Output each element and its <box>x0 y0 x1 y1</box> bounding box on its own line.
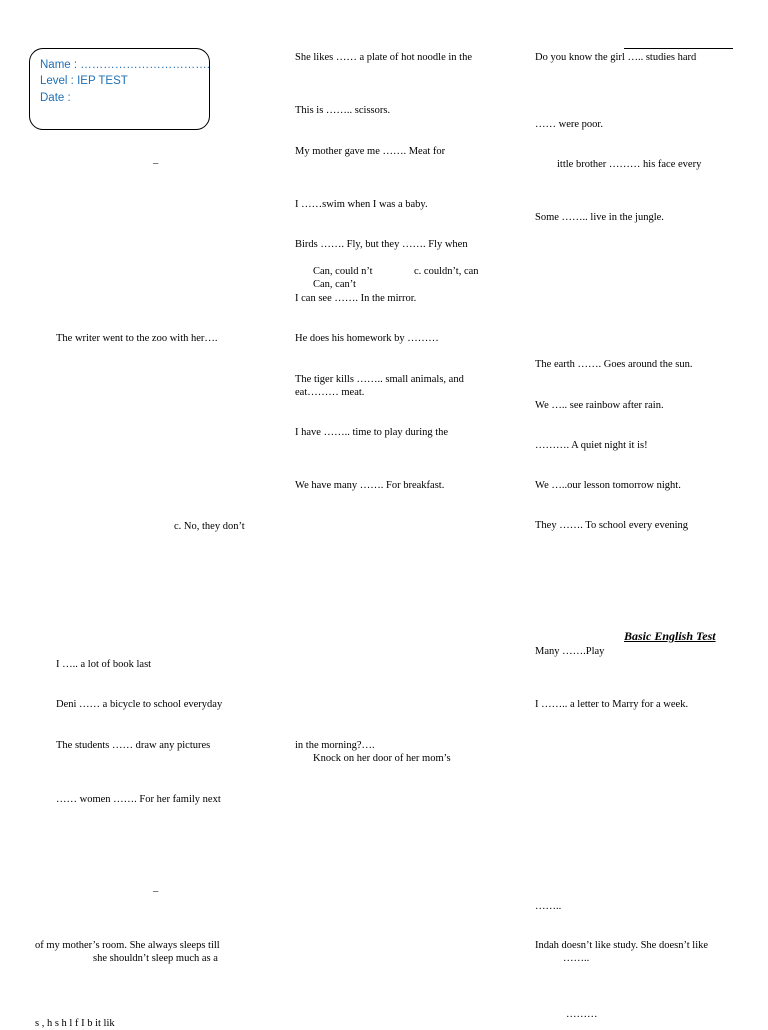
question-homework: He does his homework by ……… <box>295 333 439 344</box>
question-time: I have …….. time to play during the <box>295 427 449 438</box>
question-earth: The earth ……. Goes around the sun. <box>535 359 693 370</box>
question-deni: Deni …… a bicycle to school everyday <box>56 699 223 710</box>
blank-dots: …….. <box>535 901 562 912</box>
question-indah: Indah doesn’t like study. She doesn’t like <box>535 940 709 951</box>
question-rainbow: We ….. see rainbow after rain. <box>535 400 664 411</box>
blank-dots: …….. <box>563 953 590 964</box>
question-girl: Do you know the girl ….. studies hard <box>535 52 697 63</box>
question-women: …… women ……. For her family next <box>56 794 221 805</box>
name-field: Name : ……………………………. <box>40 59 210 71</box>
question-noodle: She likes …… a plate of hot noodle in the <box>295 52 473 63</box>
passage-line-fragment: s , h s h l f I b it lik <box>35 1018 115 1029</box>
question-letter: I …….. a letter to Marry for a week. <box>535 699 689 710</box>
level-field: Level : IEP TEST <box>40 75 128 87</box>
option-knock: Knock on her door of her mom’s <box>313 753 451 764</box>
date-field: Date : <box>40 92 71 104</box>
option-no-they-dont: c. No, they don’t <box>174 521 245 532</box>
question-many: Many …….Play <box>535 646 605 657</box>
question-lesson: We …..our lesson tomorrow night. <box>535 480 681 491</box>
question-jungle: Some …….. live in the jungle. <box>535 212 664 223</box>
question-tiger: The tiger kills …….. small animals, and <box>295 374 464 385</box>
question-school: They ……. To school every evening <box>535 520 689 531</box>
blank-dots: ……… <box>566 1009 598 1020</box>
passage-line-room: of my mother’s room. She always sleeps till <box>35 940 220 951</box>
question-meat: My mother gave me ……. Meat for <box>295 146 446 157</box>
question-scissors: This is …….. scissors. <box>295 105 391 116</box>
divider-line <box>624 48 733 49</box>
option-c: c. couldn’t, can <box>414 266 479 277</box>
page-title: Basic English Test <box>624 629 716 643</box>
question-birds: Birds ……. Fly, but they ……. Fly when <box>295 239 468 250</box>
question-quiet: ………. A quiet night it is! <box>535 440 648 451</box>
question-poor: …… were poor. <box>535 119 603 130</box>
question-swim: I ……swim when I was a baby. <box>295 199 428 210</box>
question-tiger-cont: eat……… meat. <box>295 387 365 398</box>
option-a: Can, could n’t <box>313 266 373 277</box>
question-brother: ittle brother ……… his face every <box>557 159 702 170</box>
dash-separator: – <box>153 886 159 897</box>
question-morning: in the morning?…. <box>295 740 375 751</box>
question-book: I ….. a lot of book last <box>56 659 152 670</box>
passage-line-shouldnt: she shouldn’t sleep much as a <box>93 953 218 964</box>
dash-separator: – <box>153 158 159 169</box>
question-zoo: The writer went to the zoo with her…. <box>56 333 218 344</box>
question-breakfast: We have many ……. For breakfast. <box>295 480 445 491</box>
option-b: Can, can’t <box>313 279 356 290</box>
question-students: The students …… draw any pictures <box>56 740 211 751</box>
question-mirror: I can see ……. In the mirror. <box>295 293 417 304</box>
